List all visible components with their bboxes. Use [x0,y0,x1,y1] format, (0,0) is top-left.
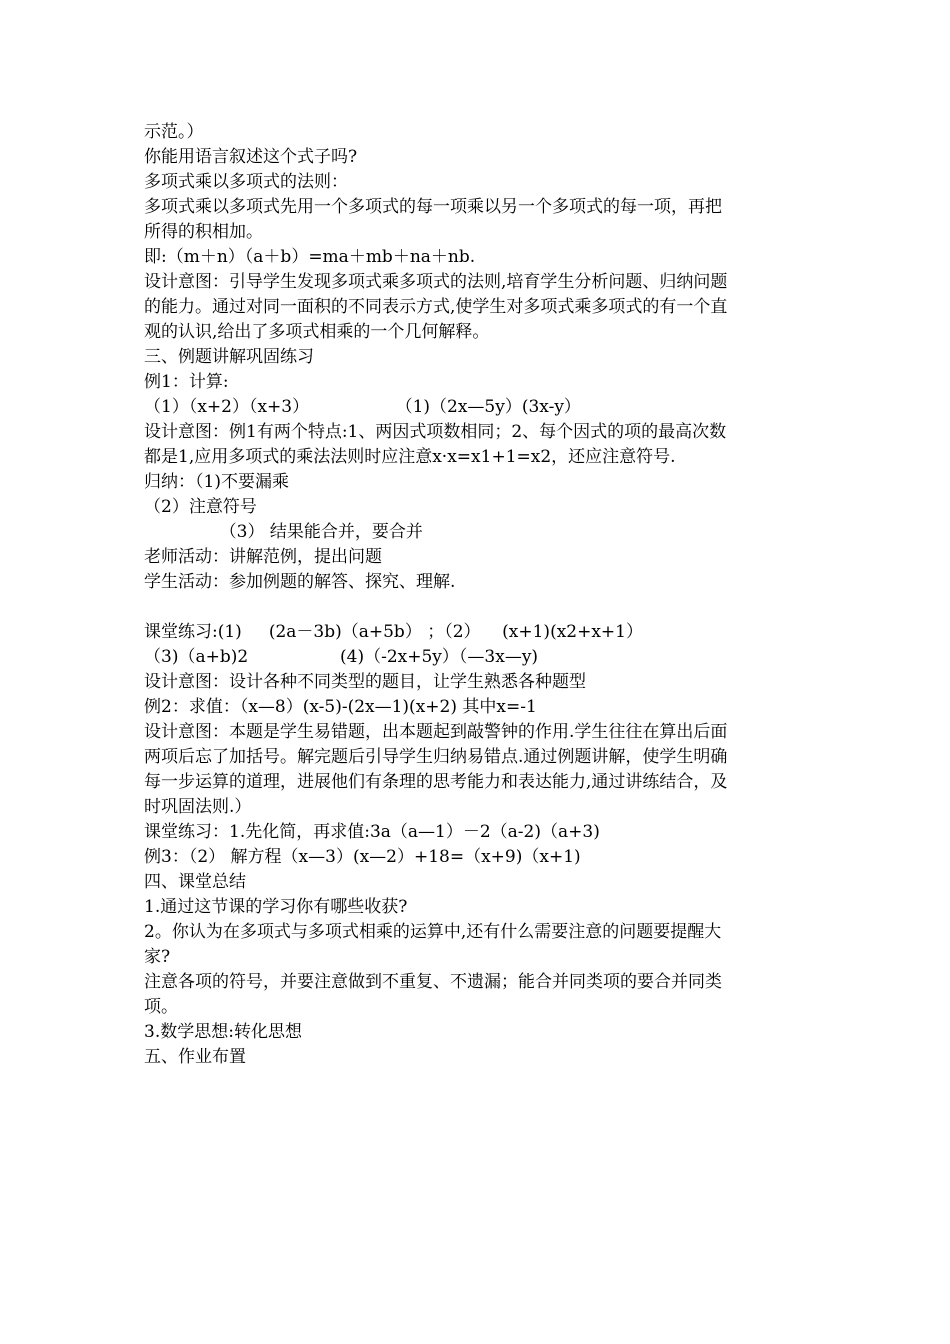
text-line: （2）注意符号 [144,497,257,517]
text-line: 家? [144,947,171,967]
text-line: 学生活动：参加例题的解答、探究、理解. [144,572,456,592]
text-line: 多项式乘以多项式先用一个多项式的每一项乘以另一个多项式的每一项，再把 [144,197,722,217]
text-line: （3） 结果能合并，要合并 [144,522,423,542]
text-line: 设计意图：设计各种不同类型的题目，让学生熟悉各种题型 [144,672,586,692]
text-line: 设计意图：本题是学生易错题，出本题起到敲警钟的作用.学生往往在算出后面 [144,722,728,742]
text-line: 注意各项的符号，并要注意做到不重复、不遗漏；能合并同类项的要合并同类 [144,972,722,992]
section-heading: 三、例题讲解巩固练习 [144,347,314,367]
text-line: 项。 [144,997,178,1017]
text-line: 设计意图：引导学生发现多项式乘多项式的法则,培育学生分析问题、归纳问题 [144,272,728,292]
text-line: 你能用语言叙述这个式子吗? [144,147,358,167]
text-line: 示范。） [144,122,204,142]
text-line: 的能力。通过对同一面积的不同表示方式,使学生对多项式乘多项式的有一个直 [144,297,728,317]
exercise-line: （3)（a+b)2 (4)（-2x+5y）（—3x—y) [144,647,539,667]
text-line: 所得的积相加。 [144,222,263,242]
example-heading: 例2：求值：（x—8）(x-5)-(2x—1)(x+2) 其中x=-1 [144,697,537,717]
text-line: 都是1,应用多项式的乘法法则时应注意x·x=x1+1=x2，还应注意符号. [144,447,676,467]
section-heading: 五、作业布置 [144,1047,246,1067]
exercise-line: 课堂练习:(1) (2a－3b)（a+5b） ；（2） (x+1)(x2+x+1） [144,622,643,642]
text-line: 1.通过这节课的学习你有哪些收获? [144,897,408,917]
text-line: 观的认识,给出了多项式相乘的一个几何解释。 [144,322,490,342]
section-heading: 四、课堂总结 [144,872,246,892]
blank-line [144,595,814,620]
example-heading: 例3：（2） 解方程（x—3）(x—2）+18=（x+9)（x+1) [144,847,581,867]
text-line: 设计意图：例1有两个特点:1、两因式项数相同；2、每个因式的项的最高次数 [144,422,727,442]
exercise-line: 课堂练习：1.先化简，再求值:3a（a—1）－2（a-2)（a+3) [144,822,600,842]
text-line: 每一步运算的道理，进展他们有条理的思考能力和表达能力,通过讲练结合，及 [144,772,728,792]
text-line: 2。你认为在多项式与多项式相乘的运算中,还有什么需要注意的问题要提醒大 [144,922,722,942]
rule-heading: 多项式乘以多项式的法则： [144,172,348,192]
formula-line: 即:（m＋n）（a＋b）=ma＋mb＋na＋nb. [144,247,476,267]
document-body [144,120,814,1070]
exercise-line: （1）（x+2）（x+3） （1)（2x—5y）(3x-y） [144,397,581,417]
text-line: 时巩固法则.） [144,797,252,817]
text-line: 归纳：（1)不要漏乘 [144,472,289,492]
text-line: 3.数学思想:转化思想 [144,1022,302,1042]
example-heading: 例1：计算: [144,372,229,392]
text-line: 两项后忘了加括号。解完题后引导学生归纳易错点.通过例题讲解，使学生明确 [144,747,728,767]
text-line: 老师活动：讲解范例，提出问题 [144,547,382,567]
